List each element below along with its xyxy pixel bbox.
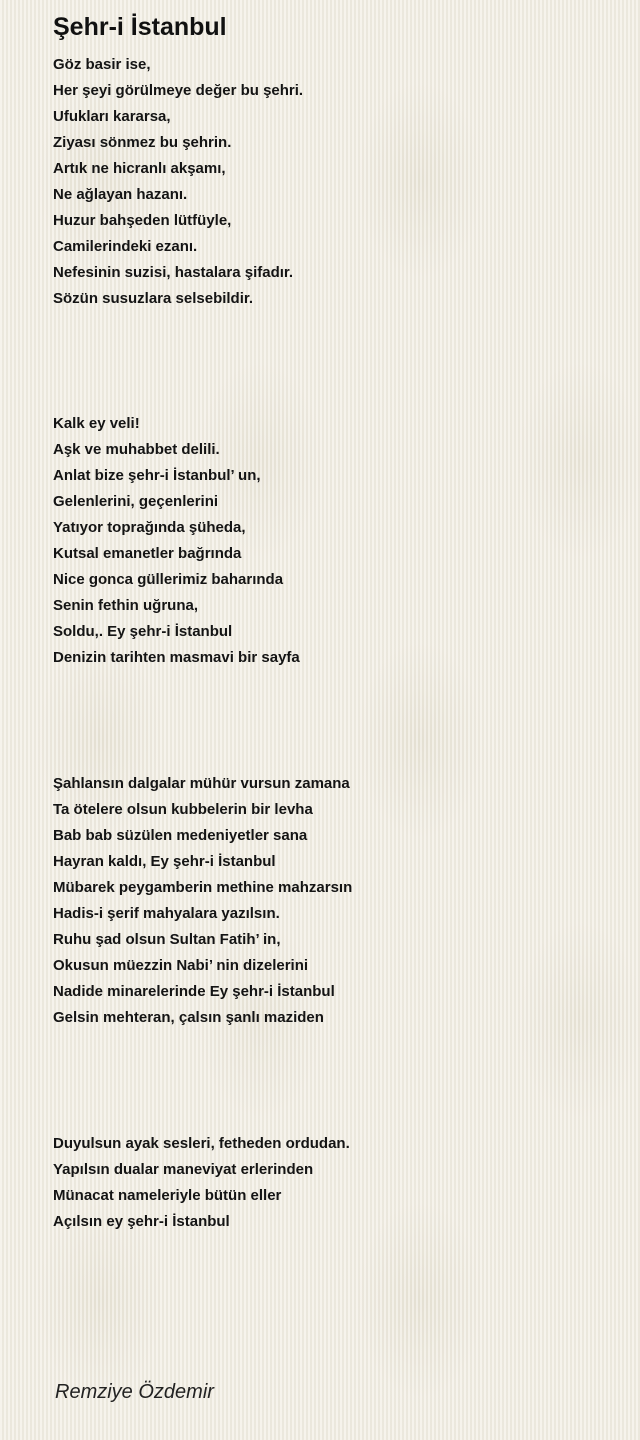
poem-line: Nadide minarelerinde Ey şehr-i İstanbul <box>53 983 335 1000</box>
stanza-2 <box>53 411 300 671</box>
poem-line: Camilerindeki ezanı. <box>53 238 198 255</box>
poem-line: Şahlansın dalgalar mühür vursun zamana <box>53 775 350 792</box>
poem-line: Ufukları kararsa, <box>53 108 171 125</box>
poem-line: Aşk ve muhabbet delili. <box>53 441 220 458</box>
poem-line: Nefesinin suzisi, hastalara şifadır. <box>53 264 294 281</box>
poem-line: Yatıyor toprağında şüheda, <box>53 519 246 536</box>
author-name: Remziye Özdemir <box>55 1381 214 1403</box>
poem-line: Göz basir ise, <box>53 56 151 73</box>
poem-line: Duyulsun ayak sesleri, fetheden ordudan. <box>53 1135 350 1152</box>
poem-line: Senin fethin uğruna, <box>53 597 198 614</box>
poem-line: Sözün susuzlara selsebildir. <box>53 290 254 307</box>
poem-line: Ziyası sönmez bu şehrin. <box>53 134 232 151</box>
poem-line: Kutsal emanetler bağrında <box>53 545 242 562</box>
poem-line: Artık ne hicranlı akşamı, <box>53 160 226 177</box>
poem-line: Ruhu şad olsun Sultan Fatih’ in, <box>53 931 281 948</box>
poem-line: Münacat nameleriyle bütün eller <box>53 1187 282 1204</box>
poem-line: Anlat bize şehr-i İstanbul’ un, <box>53 467 261 484</box>
poem-title: Şehr-i İstanbul <box>53 13 227 41</box>
poem-line: Hayran kaldı, Ey şehr-i İstanbul <box>53 853 276 870</box>
poem-line: Ta ötelere olsun kubbelerin bir levha <box>53 801 313 818</box>
poem-line: Soldu,. Ey şehr-i İstanbul <box>53 623 233 640</box>
poem-line: Gelsin mehteran, çalsın şanlı maziden <box>53 1009 324 1026</box>
stanza-1 <box>53 52 303 312</box>
poem-line: Okusun müezzin Nabi’ nin dizelerini <box>53 957 309 974</box>
poem-line: Hadis-i şerif mahyalara yazılsın. <box>53 905 280 922</box>
poem-line: Yapılsın dualar maneviyat erlerinden <box>53 1161 314 1178</box>
poem-line: Mübarek peygamberin methine mahzarsın <box>53 879 353 896</box>
stanza-4 <box>53 1131 350 1235</box>
poem-line: Kalk ey veli! <box>53 415 140 432</box>
poem-line: Bab bab süzülen medeniyetler sana <box>53 827 308 844</box>
poem-line: Gelenlerini, geçenlerini <box>53 493 219 510</box>
poem-line: Her şeyi görülmeye değer bu şehri. <box>53 82 304 99</box>
poem-line: Açılsın ey şehr-i İstanbul <box>53 1213 230 1230</box>
poem-line: Nice gonca güllerimiz baharında <box>53 571 284 588</box>
stanza-3 <box>53 771 352 1031</box>
poem-line: Ne ağlayan hazanı. <box>53 186 188 203</box>
poem-line: Huzur bahşeden lütfüyle, <box>53 212 232 229</box>
poem-line: Denizin tarihten masmavi bir sayfa <box>53 649 300 666</box>
